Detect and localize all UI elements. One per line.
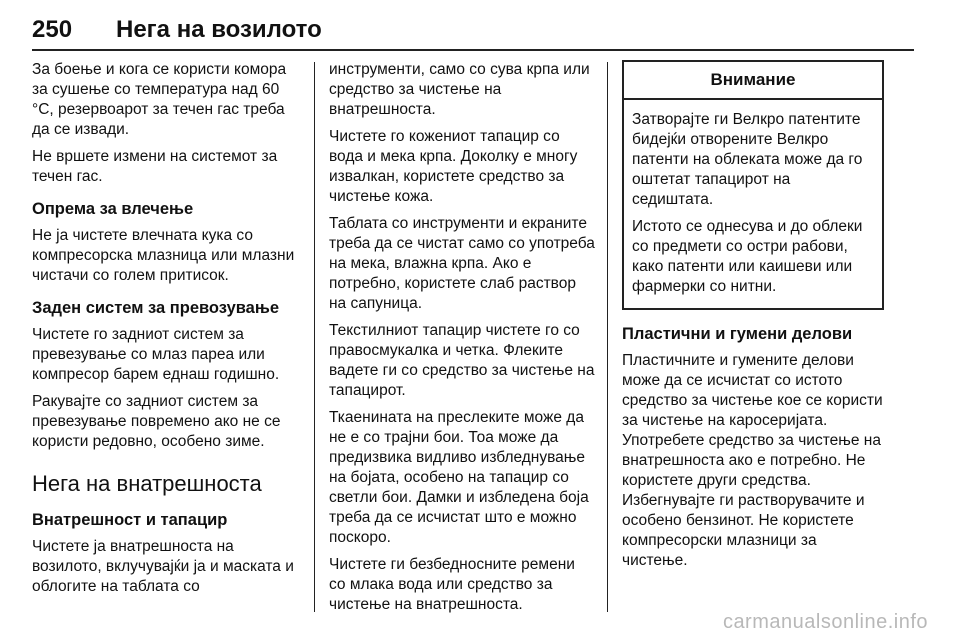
caution-title: Внимание — [624, 62, 882, 100]
header-rule — [32, 49, 914, 51]
caution-body — [624, 100, 882, 308]
paragraph: Чистете ги безбедносните ремени со млака вода или средство за чистење на внатрешноста. — [329, 556, 575, 613]
paragraph: Чистете ја внатрешноста на возилото, вклучувајќи ја и маската и облогите на таблата со — [32, 538, 294, 595]
column-2 — [329, 60, 595, 622]
column-divider-1 — [314, 62, 315, 612]
page-number: 250 — [32, 16, 73, 43]
column-3 — [622, 60, 884, 578]
paragraph: Чистете го задниот систем за превезување со млаз пареа или компресор барем еднаш годишно. — [32, 326, 280, 383]
paragraph: Затворајте ги Велкро патентите бидејќи отворените Велкро патенти на облеката може да го оштетат тапацирот на седиштата. — [632, 111, 863, 208]
paragraph: Таблата со инструменти и екраните треба да се чистат само со употреба на мека, влажна крпа. Ако е потребно, користете слаб раствор на сапуница. — [329, 215, 595, 312]
section-heading-interior-upholstery: Внатрешност и тапацир — [32, 511, 228, 529]
paragraph: Пластичните и гумените делови може да се исчистат со истото средство за чистење кое се користи за чистење на каросеријата. Употребете средство за чистење на внатрешноста ако е потребно. Не користете други средства. Избегнувајте ги растворувачите и особено бензинот. Не користете компресорски млазници за чистење. — [622, 352, 883, 569]
paragraph: Не ја чистете влечната кука со компресорска млазница или млазни чистачи со голем притисок. — [32, 227, 295, 284]
running-title: Нега на возилото — [116, 16, 322, 43]
paragraph: Ткаенината на преслеките може да не е со трајни бои. Тоа може да предизвика видливо избледнување на бојата, особено на тапацир со светли бои. Дамки и избледена боја треба да се исчистат што е можно поскоро. — [329, 409, 589, 546]
paragraph: За боење и кога се користи комора за сушење со температура над 60 °C, резервоарот за течен гас треба да се извади. — [32, 61, 287, 138]
section-heading-plastic-rubber: Пластични и гумени делови — [622, 325, 853, 343]
paragraph: Истото се однесува и до облеки со предмети со остри рабови, како патенти или каишеви или фармерки со нитни. — [632, 218, 863, 295]
paragraph: Не вршете измени на системот за течен гас. — [32, 148, 278, 185]
paragraph: Текстилниот тапацир чистете го со правосмукалка и четка. Флеките вадете ги со средство за чистење на тапацирот. — [329, 322, 595, 399]
page-header — [0, 0, 960, 52]
paragraph: инструменти, само со сува крпа или средство за чистење на внатрешноста. — [329, 61, 590, 118]
chapter-heading-interior-care: Нега на внатрешноста — [32, 471, 262, 496]
section-heading-towing: Опрема за влечење — [32, 200, 194, 218]
paragraph: Чистете го кожениот тапацир со вода и мека крпа. Доколку е многу извалкан, користете средство за чистење кожа. — [329, 128, 578, 205]
paragraph: Ракувајте со задниот систем за превезување повремено ако не се користи редовно, особено зиме. — [32, 393, 281, 450]
watermark: carmanualsonline.info — [722, 611, 928, 633]
section-heading-rear-carrier: Заден систем за превозување — [32, 299, 279, 317]
column-1 — [32, 60, 300, 604]
column-divider-2 — [607, 62, 608, 612]
caution-box — [622, 60, 884, 310]
